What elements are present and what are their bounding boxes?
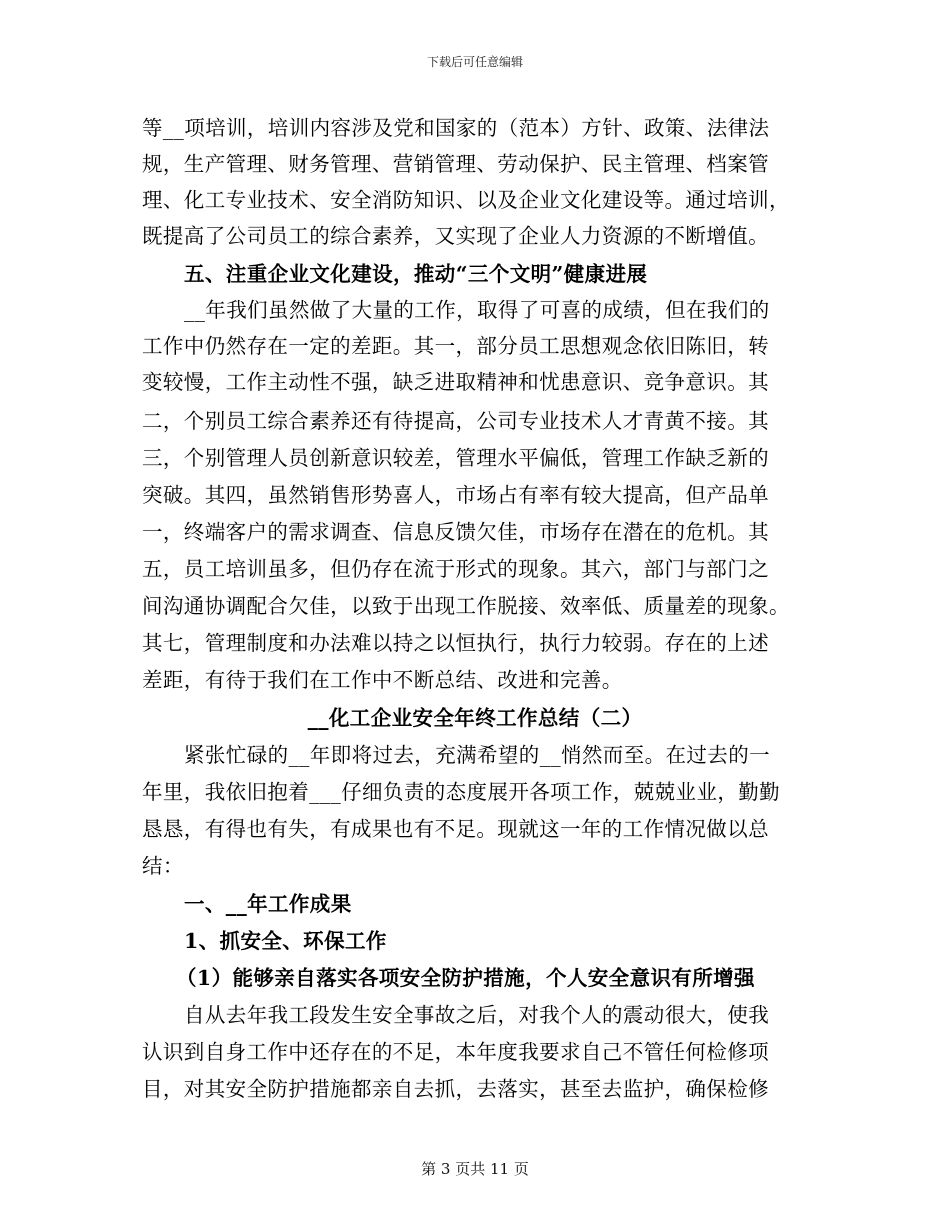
body-line: 恳恳，有得也有失，有成果也有不足。现就这一年的工作情况做以总	[142, 817, 769, 841]
body-line: 既提高了公司员工的综合素养，又实现了企业人力资源的不断增值。	[142, 224, 769, 248]
document-title: __化工企业安全年终工作总结（二）	[307, 706, 643, 730]
body-line: 一，终端客户的需求调查、信息反馈欠佳，市场存在潜在的危机。其	[142, 520, 769, 544]
subsection-heading: 1、抓安全、环保工作	[184, 929, 387, 953]
body-line: 突破。其四，虽然销售形势喜人，市场占有率有较大提高，但产品单	[142, 483, 769, 507]
body-line: 年里，我依旧抱着___仔细负责的态度展开各项工作，兢兢业业，勤勤	[142, 780, 781, 804]
body-line: __年我们虽然做了大量的工作，取得了可喜的成绩，但在我们的	[184, 298, 770, 322]
body-line: 工作中仍然存在一定的差距。其一，部分员工思想观念依旧陈旧，转	[142, 334, 769, 358]
body-line: 规，生产管理、财务管理、营销管理、劳动保护、民主管理、档案管	[142, 152, 769, 176]
body-line: 二，个别员工综合素养还有待提高，公司专业技术人才青黄不接。其	[142, 409, 769, 433]
page-footer: 第 3 页共 11 页	[421, 1160, 529, 1178]
body-line: 差距，有待于我们在工作中不断总结、改进和完善。	[142, 668, 623, 692]
subsection-heading: （1）能够亲自落实各项安全防护措施，个人安全意识有所增强	[176, 966, 755, 990]
page-header: 下载后可任意编辑	[426, 55, 523, 69]
body-line: 自从去年我工段发生安全事故之后，对我个人的震动很大，使我	[184, 1003, 770, 1027]
body-line: 变较慢，工作主动性不强，缺乏进取精神和忧患意识、竞争意识。其	[142, 370, 769, 394]
body-line: 理、化工专业技术、安全消防知识、以及企业文化建设等。通过培训，	[142, 188, 790, 212]
body-line: 五，员工培训虽多，但仍存在流于形式的现象。其六，部门与部门之	[142, 557, 769, 581]
body-line: 紧张忙碌的__年即将过去，充满希望的__悄然而至。在过去的一	[184, 743, 770, 767]
body-line: 结：	[142, 854, 184, 878]
body-line: 三，个别管理人员创新意识较差，管理水平偏低，管理工作缺乏新的	[142, 446, 769, 470]
body-line: 认识到自身工作中还存在的不足，本年度我要求自己不管任何检修项	[142, 1040, 769, 1064]
body-line: 间沟通协调配合欠佳，以致于出现工作脱接、效率低、质量差的现象。	[142, 594, 790, 618]
section-heading: 五、注重企业文化建设，推动“三个文明”健康进展	[184, 262, 648, 286]
section-heading: 一、__年工作成果	[184, 892, 352, 916]
body-line: 等__项培训，培训内容涉及党和国家的（范本）方针、政策、法律法	[142, 116, 770, 140]
body-line: 目，对其安全防护措施都亲自去抓，去落实，甚至去监护，确保检修	[142, 1077, 769, 1101]
body-line: 其七，管理制度和办法难以持之以恒执行，执行力较弱。存在的上述	[142, 631, 769, 655]
